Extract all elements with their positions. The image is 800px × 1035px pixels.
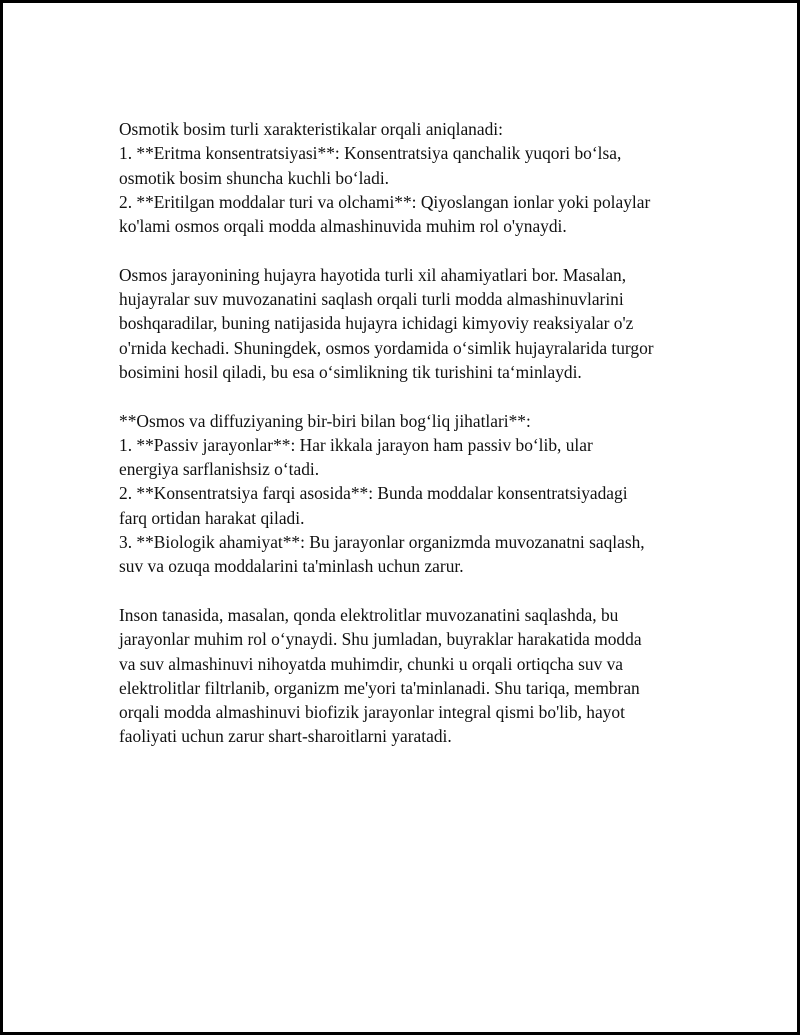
- text-line: va suv almashinuvi nihoyatda muhimdir, chunki u orqali ortiqcha suv va: [119, 653, 624, 674]
- text-line: 1. **Passiv jarayonlar**: Har ikkala jarayon ham passiv bo‘lib, ular: [119, 434, 593, 455]
- text-line: energiya sarflanishsiz o‘tadi.: [119, 459, 320, 480]
- text-line: Osmos jarayonining hujayra hayotida turli xil ahamiyatlari bor. Masalan,: [119, 264, 627, 285]
- text-line: 3. **Biologik ahamiyat**: Bu jarayonlar organizmda muvozanatni saqlash,: [119, 532, 645, 553]
- text-line: orqali modda almashinuvi biofizik jarayonlar integral qismi bo'lib, hayot: [119, 702, 625, 723]
- paragraph-osmosis-importance: [119, 263, 699, 384]
- text-line: hujayralar suv muvozanatini saqlash orqali turli modda almashinuvlarini: [119, 289, 624, 310]
- paragraph-human-body: [119, 603, 699, 749]
- paragraph-osmosis-diffusion: [119, 409, 699, 579]
- text-line: faoliyati uchun zarur shart-sharoitlarni yaratadi.: [119, 726, 452, 747]
- text-line: 1. **Eritma konsentratsiyasi**: Konsentratsiya qanchalik yuqori bo‘lsa,: [119, 143, 622, 164]
- document-body: [119, 117, 699, 773]
- text-line: elektrolitlar filtrlanib, organizm me'yori ta'minlanadi. Shu tariqa, membran: [119, 677, 640, 698]
- text-line: 2. **Konsentratsiya farqi asosida**: Bunda moddalar konsentratsiyadagi: [119, 483, 628, 504]
- text-line: farq ortidan harakat qiladi.: [119, 507, 305, 528]
- text-line: ko'lami osmos orqali modda almashinuvida muhim rol o'ynaydi.: [119, 216, 567, 237]
- text-line: Inson tanasida, masalan, qonda elektrolitlar muvozanatini saqlashda, bu: [119, 604, 619, 625]
- text-line: jarayonlar muhim rol o‘ynaydi. Shu jumladan, buyraklar harakatida modda: [119, 629, 642, 650]
- text-line: o'rnida kechadi. Shuningdek, osmos yordamida o‘simlik hujayralarida turgor: [119, 337, 654, 358]
- text-line: **Osmos va diffuziyaning bir-biri bilan bog‘liq jihatlari**:: [119, 410, 531, 431]
- text-line: suv va ozuqa moddalarini ta'minlash uchun zarur.: [119, 556, 464, 577]
- text-line: 2. **Eritilgan moddalar turi va olchami**: Qiyoslangan ionlar yoki polaylar: [119, 191, 651, 212]
- text-line: boshqaradilar, buning natijasida hujayra ichidagi kimyoviy reaksiyalar o'z: [119, 313, 634, 334]
- text-line: bosimini hosil qiladi, bu esa o‘simlikning tik turishini ta‘minlaydi.: [119, 361, 582, 382]
- text-line: osmotik bosim shuncha kuchli bo‘ladi.: [119, 167, 390, 188]
- paragraph-osmotic-pressure: [119, 117, 699, 238]
- text-line: Osmotik bosim turli xarakteristikalar orqali aniqlanadi:: [119, 119, 503, 139]
